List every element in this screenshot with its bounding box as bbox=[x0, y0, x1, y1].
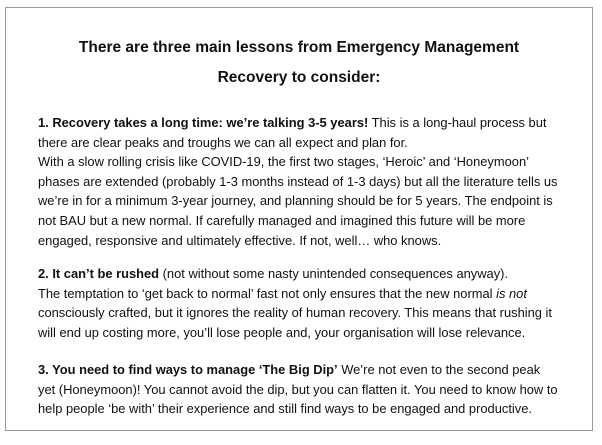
content-card bbox=[5, 7, 593, 431]
lesson-1-line-6: not BAU but a new normal. If carefully managed and imagined this future will be more bbox=[38, 212, 526, 228]
lesson-2-line-3: consciously crafted, but it ignores the reality of human recovery. This means that rushing it bbox=[38, 305, 552, 321]
lesson-3-paragraph bbox=[38, 360, 578, 419]
heading-line-1: There are three main lessons from Emergency Management bbox=[78, 39, 520, 56]
lesson-1-line-1 bbox=[38, 113, 578, 133]
heading-line-2: Recovery to consider: bbox=[217, 69, 381, 86]
lesson-3-line-2: yet (Honeymoon)! You cannot avoid the dip, but you can flatten it. You need to know how to bbox=[38, 381, 558, 397]
lesson-3-title: 3. You need to find ways to manage ‘The Big Dip’ bbox=[38, 362, 338, 377]
lesson-3-line-1 bbox=[38, 360, 578, 380]
lesson-2-line-2 bbox=[38, 284, 578, 304]
lesson-2-line-4: will end up costing more, you’ll lose people and, your organisation will lose relevance. bbox=[38, 324, 526, 340]
lesson-1-title: 1. Recovery takes a long time: we’re talking 3-5 years! bbox=[38, 115, 369, 130]
lesson-3-line-1-text: We’re not even to the second peak bbox=[337, 362, 541, 377]
lesson-2-line-1 bbox=[38, 264, 578, 284]
lesson-2-line-1-text: (not without some nasty unintended consequences anyway). bbox=[159, 266, 509, 281]
lesson-1-paragraph bbox=[38, 113, 578, 250]
lesson-1-line-1-text: This is a long-haul process but bbox=[368, 115, 547, 130]
lesson-1-line-4: phases are extended (probably 1-3 months instead of 1-3 days) but all the literature tells us bbox=[38, 173, 558, 189]
lesson-1-line-5: we’re in for a minimum 3-year journey, and planning should be for 5 years. The endpoint is bbox=[38, 193, 553, 209]
lesson-3-line-3: help people ‘be with’ their experience and still find ways to be engaged and productive. bbox=[38, 401, 532, 417]
lesson-2-title: 2. It can’t be rushed bbox=[38, 266, 160, 281]
lesson-2-emphasis: is not bbox=[496, 285, 527, 301]
lesson-2-line-2-text: The temptation to ‘get back to normal’ fast not only ensures that the new normal bbox=[38, 285, 497, 301]
lesson-1-line-3: With a slow rolling crisis like COVID-19, the first two stages, ‘Heroic’ and ‘Honeymoon’ bbox=[38, 154, 529, 170]
lesson-1-line-7: engaged, responsive and ultimately effective. If not, well… who knows. bbox=[38, 232, 442, 248]
lesson-2-paragraph bbox=[38, 264, 578, 342]
lesson-1-line-2: there are clear peaks and troughs we can all expect and plan for. bbox=[38, 134, 408, 150]
